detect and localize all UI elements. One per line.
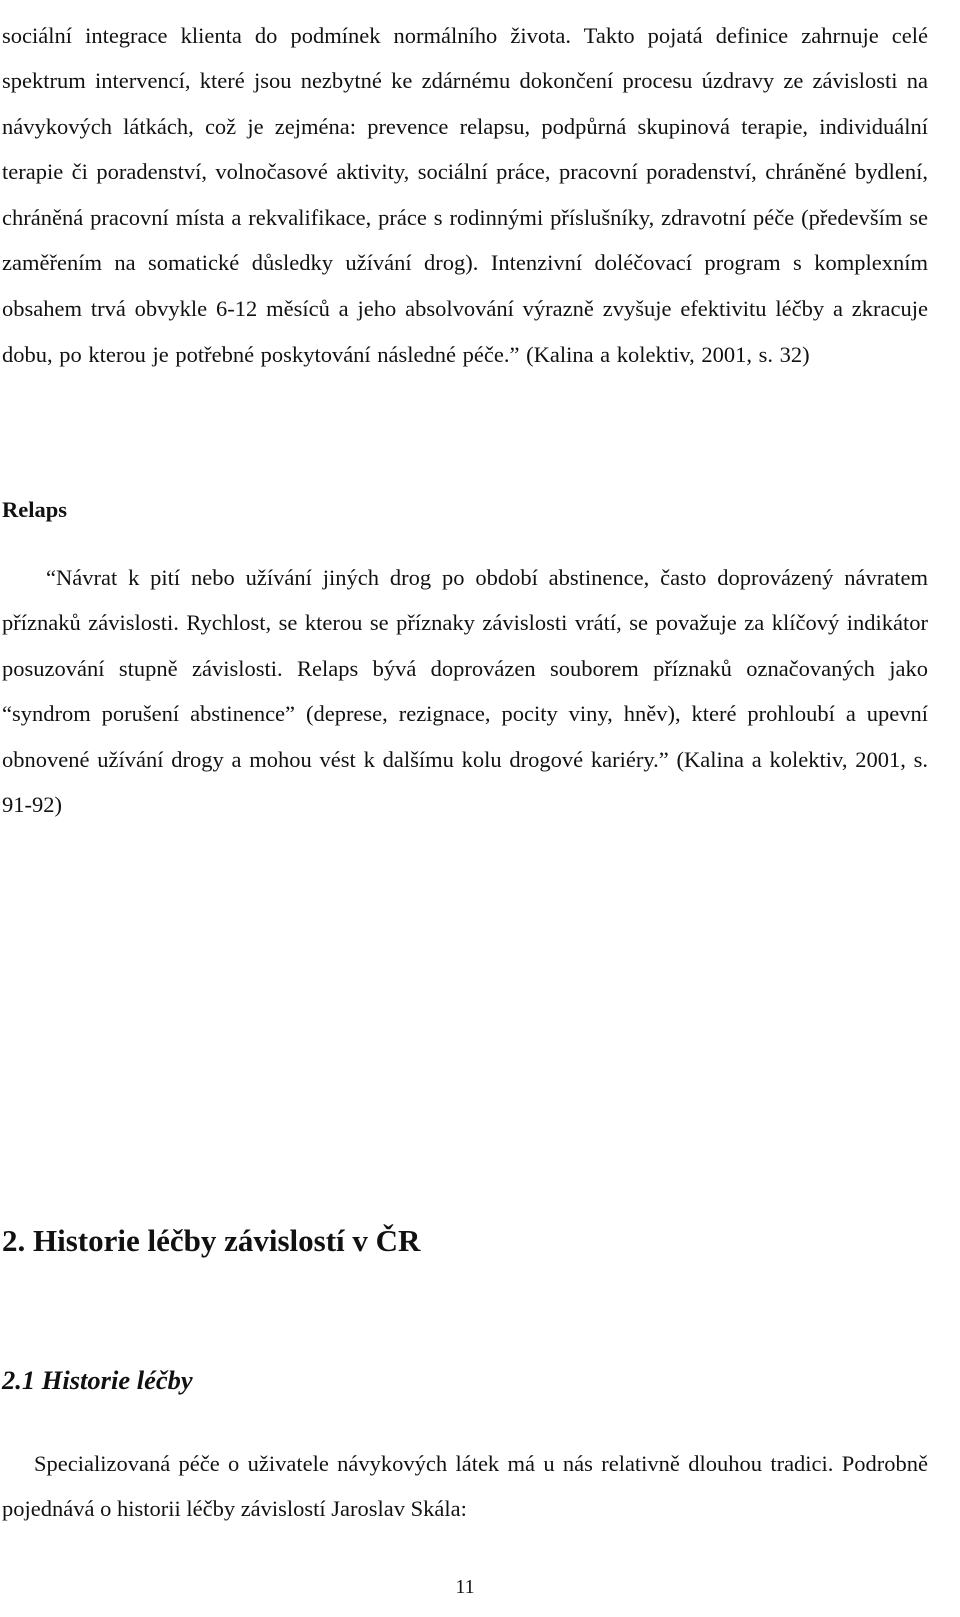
chapter-heading: 2. Historie léčby závislostí v ČR — [2, 1222, 421, 1258]
relaps-heading: Relaps — [2, 497, 68, 522]
page-number: 11 — [455, 1576, 475, 1598]
relaps-definition-paragraph: “Návrat k pití nebo užívání jiných drog po období abstinence, často doprovázený návratem příznaků závislosti. Rychlost, se kterou se příznaky závislosti vrátí, se považuje za klíčový indikátor posuzování stupně závislosti. Relaps bývá doprovázen souborem příznaků označovaných jako “syndrom porušení abstinence” (deprese, rezignace, pocity viny, hněv), které prohloubí a upevní obnovené užívání drogy a mohou vést k dalšímu kolu drogové kariéry.” (Kalina a kolektiv, 2001, s. 91-92) — [2, 564, 928, 818]
intro-paragraph: sociální integrace klienta do podmínek normálního života. Takto pojatá definice zahrnuje celé spektrum intervencí, které jsou nezbytné ke zdárnému dokončení procesu úzdravy ze závislosti na návykových látkách, což je zejména: prevence relapsu, podpůrná skupinová terapie, individuální terapie či poradenství, volnočasové aktivity, sociální práce, pracovní poradenství, chráněné bydlení, chráněná pracovní místa a rekvalifikace, práce s rodinnými příslušníky, zdravotní péče (především se zaměřením na somatické důsledky užívání drog). Intenzivní doléčovací program s komplexním obsahem trvá obvykle 6-12 měsíců a jeho absolvování výrazně zvyšuje efektivitu léčby a zkracuje dobu, po kterou je potřebné poskytování následné péče.” (Kalina a kolektiv, 2001, s. 32) — [2, 22, 928, 367]
history-paragraph: Specializovaná péče o uživatele návykových látek má u nás relativně dlouhou tradici. Podrobně pojednává o historii léčby závislostí Jaroslav Skála: — [2, 1450, 928, 1522]
section-heading: 2.1 Historie léčby — [2, 1364, 193, 1395]
